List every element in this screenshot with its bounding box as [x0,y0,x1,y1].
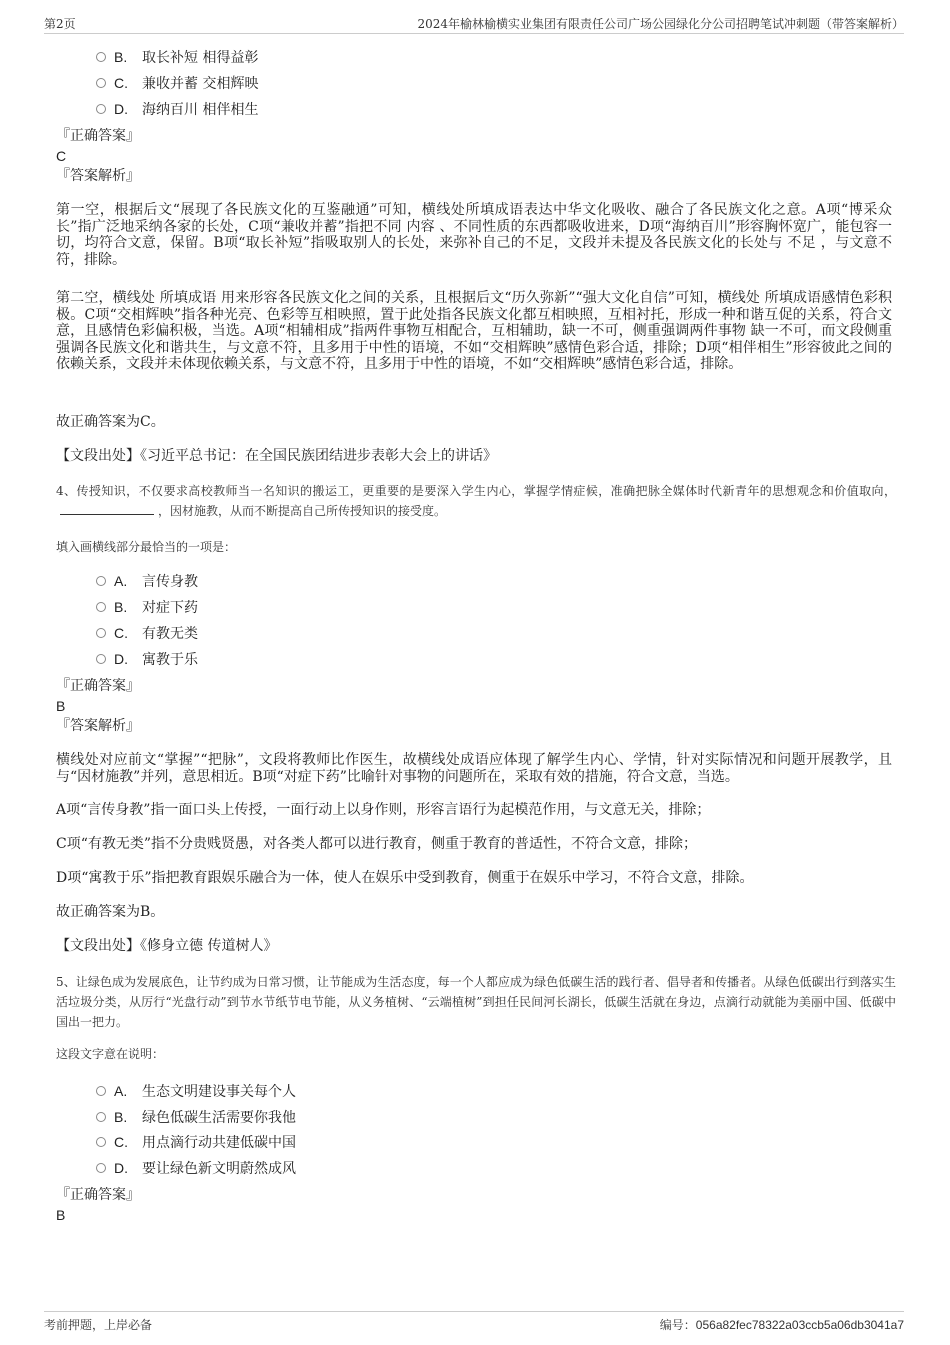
q5-option-d[interactable]: D. 要让绿色新文明蔚然成风 [96,1158,296,1178]
page-footer [44,1311,904,1333]
q3-option-c[interactable]: C. 兼收并蓄 交相辉映 [96,73,258,93]
footer-slogan: 考前押题，上岸必备 [44,1318,153,1332]
q4-answer-label: 『正确答案』 [56,678,140,694]
q3-answer-label: 『正确答案』 [56,128,140,144]
footer-code: 编号：056a82fec78322a03ccb5a06db3041a7 [659,1318,904,1332]
q3-analysis-para-1: 第一空，根据后文“展现了各民族文化的互鉴融通”可知，横线处所填成语表达中华文化吸收、融合了各民族文化之意。A项“博采众长”指广泛地采纳各家的长处，C项“兼收并蓄”指把不同 内容 、不同性质的东西都吸收进来，D项“海纳百川”形容胸怀宽广，能包容一切，均符合文意，保留。B项“取长补短”指吸取别人的长处，来弥补自己的不足，文段并未提及各民族文化的长处与 不足 ，与文意不符，排除。 [56,202,892,268]
q4-analysis-para-1: 横线处对应前文“掌握”“把脉”，文段将教师比作医生，故横线处成语应体现了解学生内心、学情，针对实际情况和问题开展教学，且与“因材施教”并列，意思相近。B项“对症下药”比喻针对事物的问题所在，采取有效的措施，符合文意，当选。 [56,752,892,785]
q3-source: 【文段出处】《习近平总书记：在全国民族团结进步表彰大会上的讲话》 [56,448,497,464]
radio-icon[interactable] [96,1163,106,1173]
page-number: 第2页 [44,17,76,31]
radio-icon[interactable] [96,1086,106,1096]
page-header [44,14,904,34]
q3-analysis-para-3: 故正确答案为C。 [56,414,165,430]
q5-option-b[interactable]: B. 绿色低碳生活需要你我他 [96,1107,296,1127]
q4-question-text: 4、传授知识，不仅要求高校教师当一名知识的搬运工，更重要的是要深入学生内心，掌握学情症候，准确把脉全媒体时代新青年的思想观念和价值取向，，因材施教，从而不断提高自己所传授知识的接受度。 [56,484,896,518]
q3-analysis-para-2: 第二空，横线处 所填成语 用来形容各民族文化之间的关系，且根据后文“历久弥新”“强大文化自信”可知，横线处 所填成语感情色彩积极。C项“交相辉映”指各种光亮、色彩等互相映照，置于此处指各民族文化都互相映照，互相衬托，形成一种和谐互促的关系，符合文意，且感情色彩偏积极，当选。A项“相辅相成”指两件事物互相配合，互相辅助，缺一不可，侧重强调两件事物 缺一不可，而文段侧重强调各民族文化和谐共生，与文意不符，且多用于中性的语境，不如“交相辉映”感情色彩合适，排除；D项“相伴相生”形容彼此之间的依赖关系，文段并未体现依赖关系，与文意不符，且多用于中性的语境，不如“交相辉映”感情色彩合适，排除。 [56,290,892,372]
q5-prompt: 这段文字意在说明： [56,1047,165,1061]
q3-answer: C [56,148,67,164]
q4-analysis-label: 『答案解析』 [56,718,140,734]
q4-option-b[interactable]: B. 对症下药 [96,597,198,617]
radio-icon[interactable] [96,628,106,638]
document-title: 2024年榆林榆横实业集团有限责任公司广场公园绿化分公司招聘笔试冲刺题（带答案解析） [417,17,904,31]
q4-analysis-para-4: D项“寓教于乐”指把教育跟娱乐融合为一体，使人在娱乐中受到教育，侧重于在娱乐中学习，不符合文意，排除。 [56,870,754,886]
radio-icon[interactable] [96,104,106,114]
q4-source: 【文段出处】《修身立德 传道树人》 [56,938,278,954]
radio-icon[interactable] [96,52,106,62]
q3-option-b[interactable]: B. 取长补短 相得益彰 [96,47,258,67]
radio-icon[interactable] [96,78,106,88]
q4-analysis-para-2: A项“言传身教”指一面口头上传授，一面行动上以身作则，形容言语行为起模范作用，与文意无关，排除； [56,802,711,818]
q3-analysis-label: 『答案解析』 [56,168,140,184]
q5-question-text: 5、让绿色成为发展底色，让节约成为日常习惯，让节能成为生活态度，每一个人都应成为绿色低碳生活的践行者、倡导者和传播者。从绿色低碳出行到落实生活垃圾分类，从厉行“光盘行动”到节水节纸节电节能，从义务植树、“云端植树”到担任民间河长湖长，低碳生活就在身边，点滴行动就能为美丽中国、低碳中国出一把力。 [56,975,896,1029]
q4-answer: B [56,698,66,714]
q5-answer: B [56,1207,66,1223]
answer-blank [60,503,154,515]
radio-icon[interactable] [96,1137,106,1147]
q5-option-a[interactable]: A. 生态文明建设事关每个人 [96,1081,296,1101]
q4-analysis-para-5: 故正确答案为B。 [56,904,165,920]
q5-option-c[interactable]: C. 用点滴行动共建低碳中国 [96,1132,296,1152]
q5-answer-label: 『正确答案』 [56,1187,140,1203]
q4-option-d[interactable]: D. 寓教于乐 [96,649,198,669]
q4-option-a[interactable]: A. 言传身教 [96,571,198,591]
q3-option-d[interactable]: D. 海纳百川 相伴相生 [96,99,258,119]
q4-prompt: 填入画横线部分最恰当的一项是： [56,540,237,554]
radio-icon[interactable] [96,1112,106,1122]
q4-analysis-para-3: C项“有教无类”指不分贵贱贤愚，对各类人都可以进行教育，侧重于教育的普适性，不符合文意，排除； [56,836,698,852]
radio-icon[interactable] [96,576,106,586]
radio-icon[interactable] [96,602,106,612]
radio-icon[interactable] [96,654,106,664]
q4-option-c[interactable]: C. 有教无类 [96,623,198,643]
